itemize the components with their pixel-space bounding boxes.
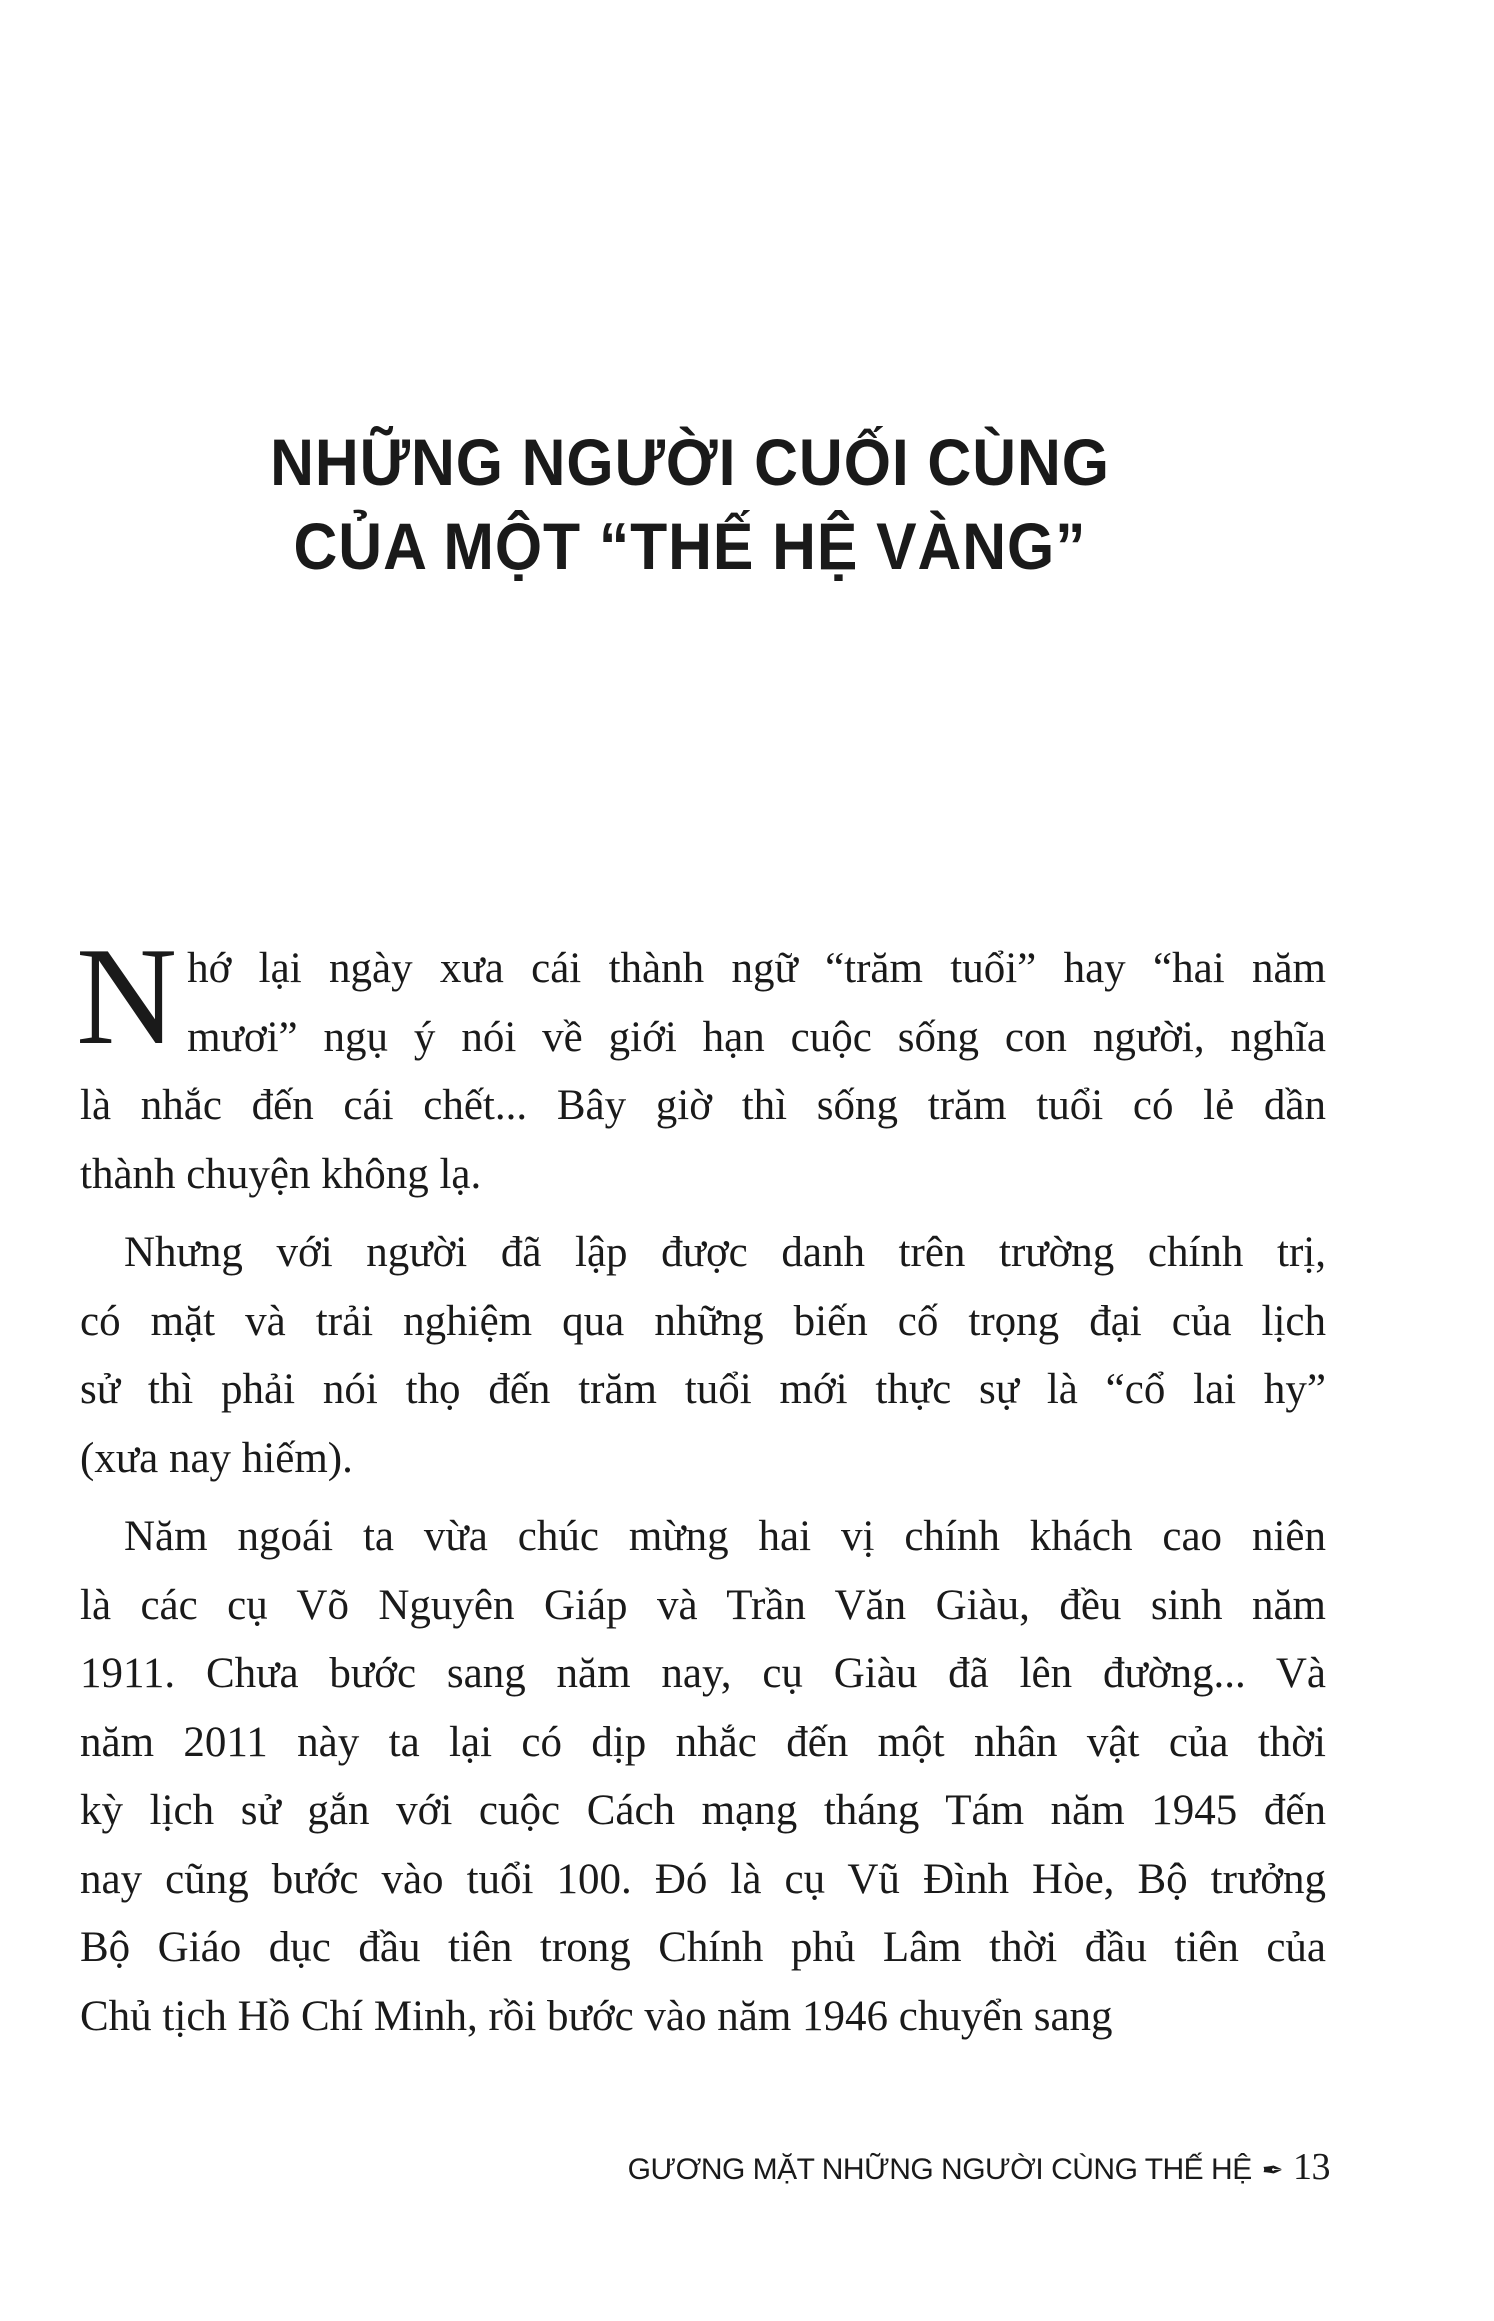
- ornament-icon: ✒: [1261, 2155, 1283, 2185]
- text-line: (xưa nay hiếm).: [80, 1434, 353, 1482]
- running-title: GƯƠNG MẶT NHỮNG NGƯỜI CÙNG THẾ HỆ: [627, 2153, 1252, 2186]
- text-line: năm 2011 này ta lại có dịp nhắc đến một nhân vật của thời: [80, 1718, 1326, 1766]
- text-line: là các cụ Võ Nguyên Giáp và Trần Văn Giàu, đều sinh năm: [80, 1581, 1326, 1629]
- text-line: có mặt và trải nghiệm qua những biến cố trọng đại của lịch: [80, 1297, 1326, 1345]
- text-line: sử thì phải nói thọ đến trăm tuổi mới thực sự là “cổ lai hy”: [80, 1366, 1326, 1413]
- text-line: mươi” ngụ ý nói về giới hạn cuộc sống con người, nghĩa: [187, 1013, 1326, 1061]
- running-footer: [628, 2145, 1330, 2189]
- text-line: là nhắc đến cái chết... Bây giờ thì sống trăm tuổi có lẻ dần: [80, 1082, 1326, 1129]
- text-line: 1911. Chưa bước sang năm nay, cụ Giàu đã lên đường... Và: [80, 1650, 1326, 1697]
- paragraph: [76, 919, 1326, 1209]
- text-line: Bộ Giáo dục đầu tiên trong Chính phủ Lâm thời đầu tiên của: [80, 1924, 1326, 1971]
- text-line: thành chuyện không lạ.: [80, 1150, 482, 1198]
- text-line: Chủ tịch Hồ Chí Minh, rồi bước vào năm 1946 chuyển sang: [80, 1992, 1113, 2040]
- paragraph: [80, 1503, 1326, 2051]
- page-number: 13: [1293, 2146, 1330, 2188]
- drop-cap: N: [76, 919, 178, 1074]
- text-line: hớ lại ngày xưa cái thành ngữ “trăm tuổi” hay “hai năm: [187, 945, 1326, 992]
- chapter-title-line-1: NHỮNG NGƯỜI CUỐI CÙNG: [270, 425, 1110, 499]
- text-line: nay cũng bước vào tuổi 100. Đó là cụ Vũ Đình Hòe, Bộ trưởng: [80, 1855, 1326, 1903]
- body-text: [76, 919, 1326, 2051]
- text-line: Năm ngoái ta vừa chúc mừng hai vị chính khách cao niên: [124, 1513, 1326, 1560]
- paragraph: [80, 1219, 1326, 1493]
- text-line: Nhưng với người đã lập được danh trên trường chính trị,: [124, 1229, 1326, 1276]
- chapter-title: [55, 420, 1325, 588]
- chapter-title-line-2: CỦA MỘT “THẾ HỆ VÀNG”: [293, 509, 1087, 583]
- text-line: kỳ lịch sử gắn với cuộc Cách mạng tháng Tám năm 1945 đến: [80, 1787, 1326, 1834]
